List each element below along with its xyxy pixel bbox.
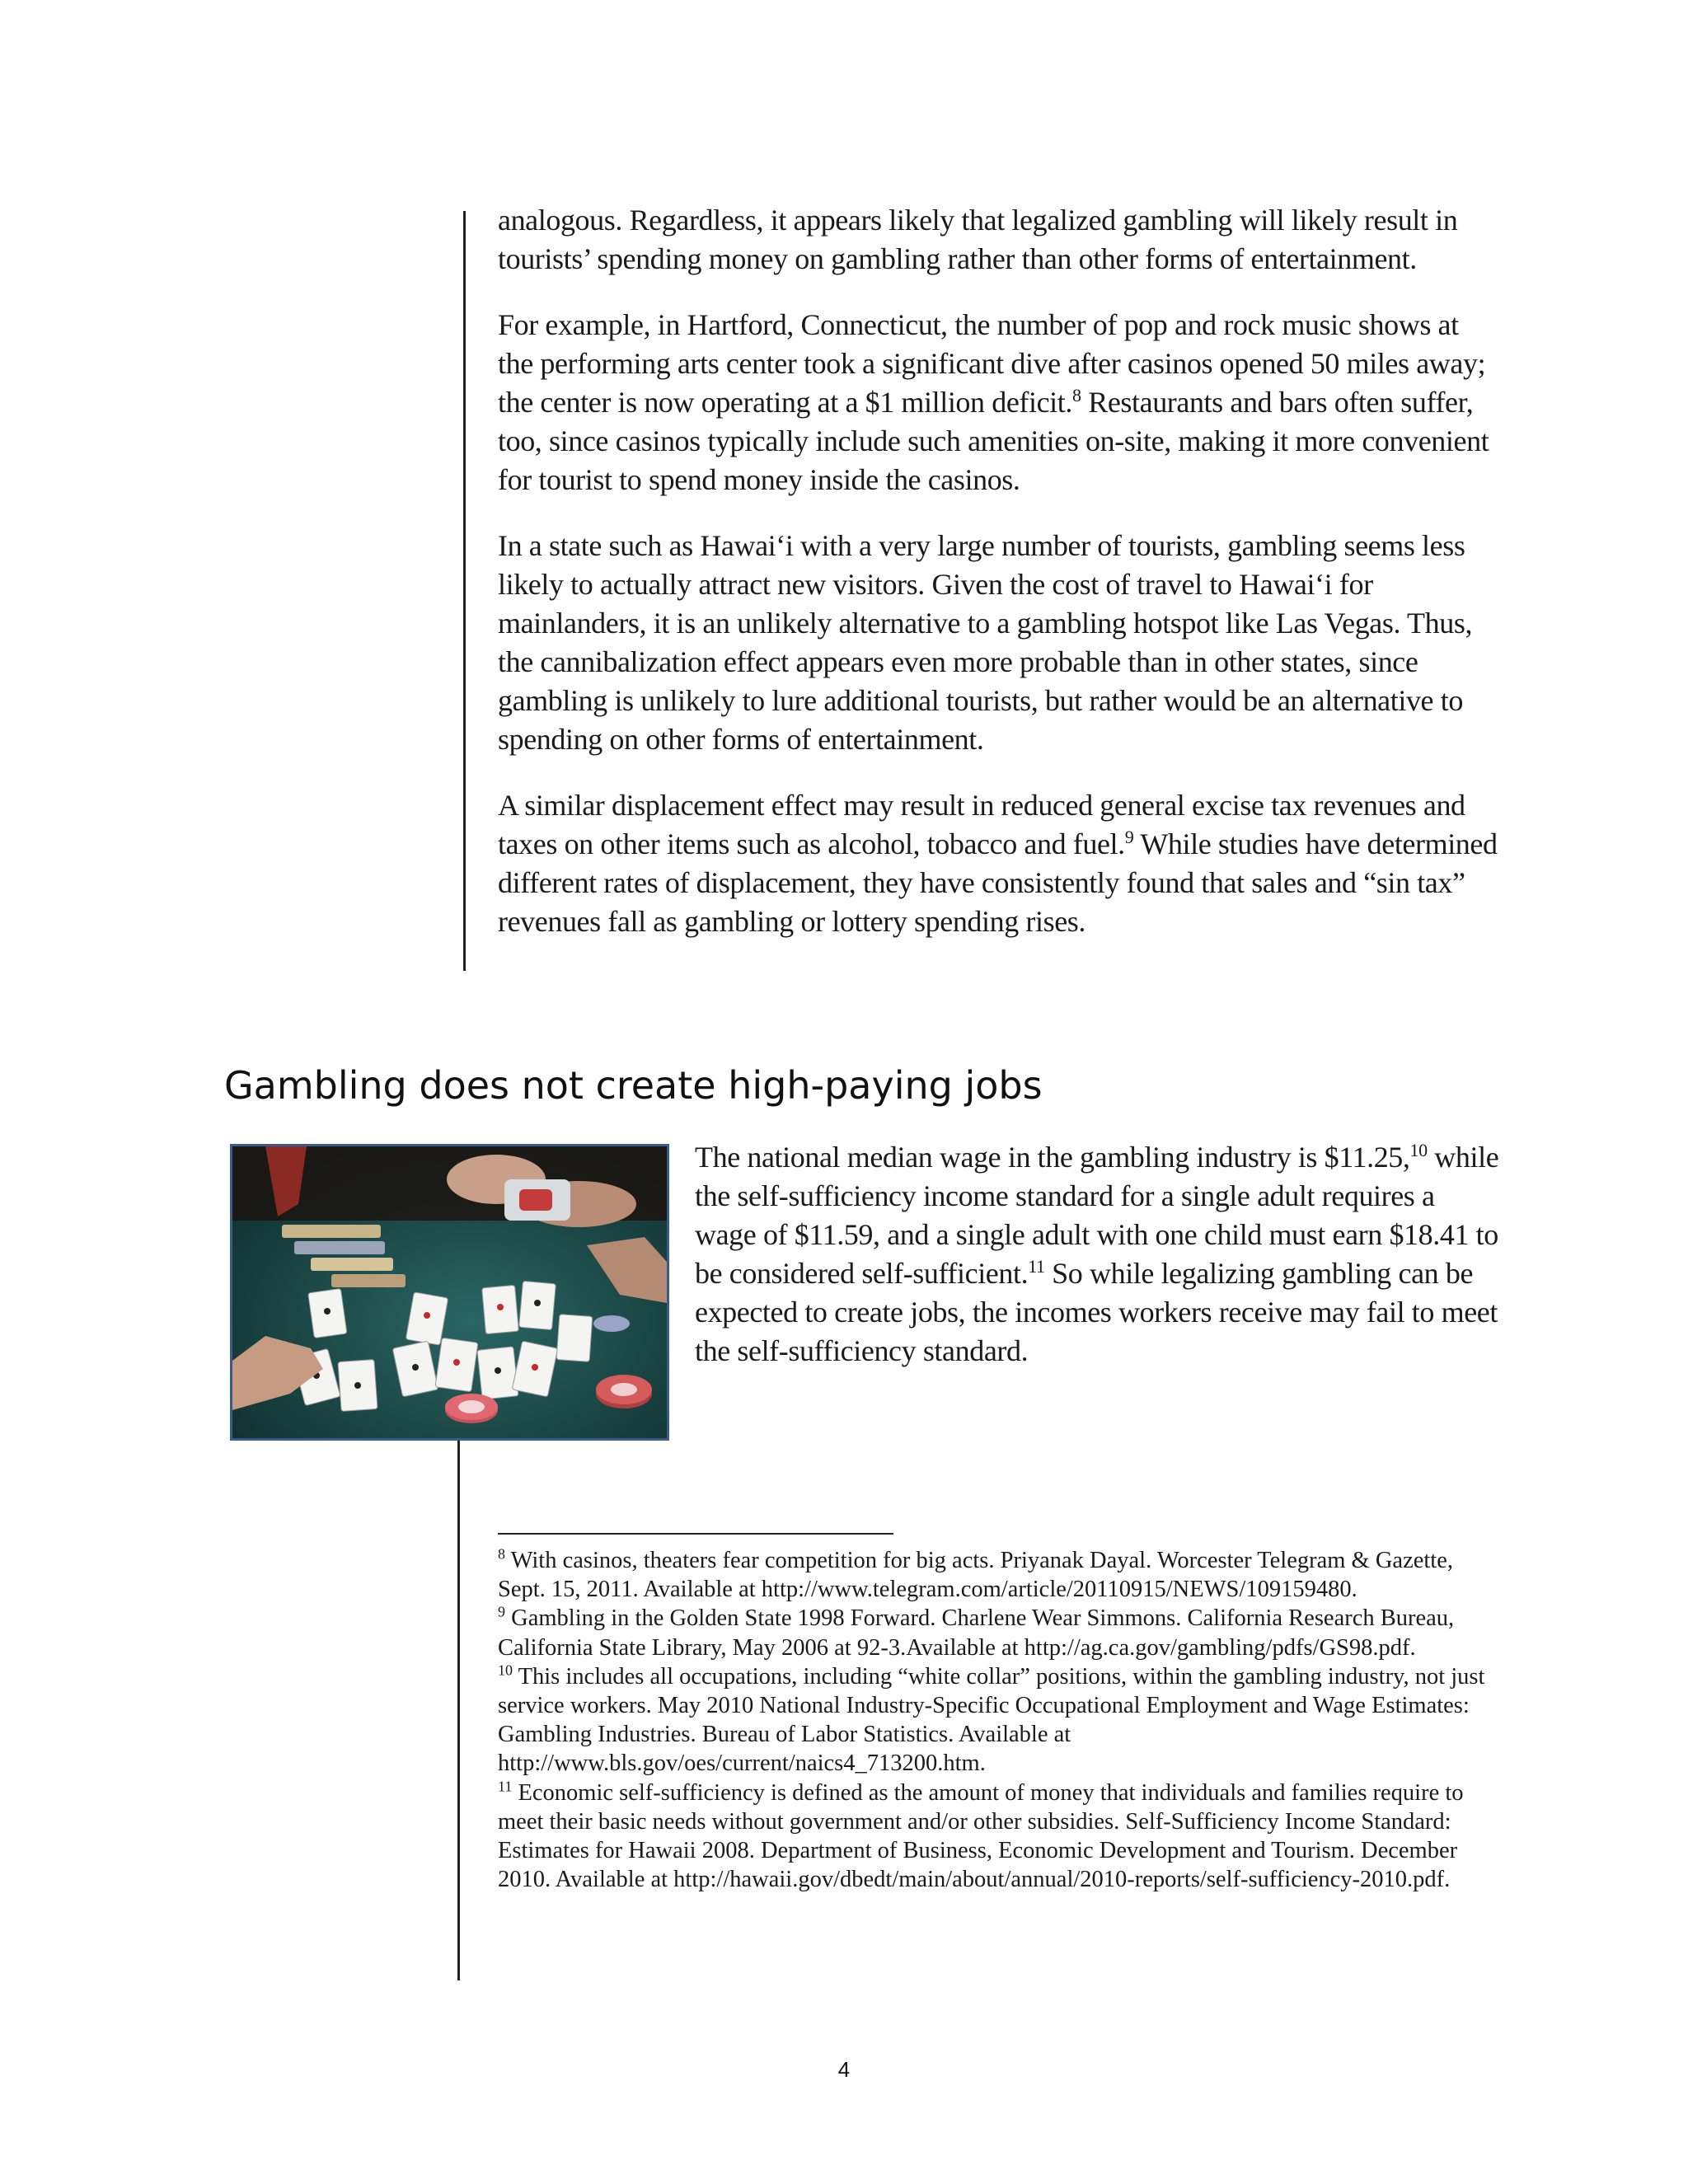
casino-photo-illustration (232, 1146, 667, 1438)
top-text-block (498, 201, 1499, 968)
margin-bar-bottom (457, 1441, 460, 1980)
margin-bar-top (463, 211, 466, 971)
section-paragraph: The national median wage in the gambling industry is $11.25,10 while the self-sufficiency income standard for a single adult requires a wage of $11.59, and a single adult with one child must earn $18.41 to be considered self-sufficient.$^{11}$ So while legalizing gambling can be expected to create jobs, the incomes workers receive may fail to meet the self-sufficiency standard. (695, 1140, 1499, 1367)
footnote-ref-8[interactable]: 8 (1072, 385, 1081, 405)
footnote-8: $^8$ With casinos, theaters fear competition for big acts. Priyanak Dayal. Worcester Telegram & Gazette, Sept. 15, 2011. Available at http://www.telegram.com/article/20110915/NEWS/109159480. (498, 1545, 1453, 1603)
page-number: 4 (837, 2057, 851, 2082)
paragraph-1: analogous. Regardless, it appears likely that legalized gambling will likely result in tourists’ spending money on gambling rather than other forms of entertainment. (498, 204, 1458, 275)
paragraph-3: In a state such as Hawai‘i with a very large number of tourists, gambling seems less likely to actually attract new visitors. Given the cost of travel to Hawai‘i for mainlanders, it is an unlikely alternative to a gambling hotspot like Las Vegas. Thus, the cannibalization effect appears even more probable than in other states, since gambling is unlikely to lure additional tourists, but rather would be an alternative to spending on other forms of entertainment. (498, 529, 1473, 756)
paragraph-2: For example, in Hartford, Connecticut, the number of pop and rock music shows at the performing arts center took a significant dive after casinos opened 50 miles away; the center is now operating at a $1 million deficit.$^8$ Restaurants and bars often suffer, too, since casinos typically include such amenities on-site, making it more convenient for tourist to spend money inside the casinos. (498, 308, 1489, 496)
footnote-10: $^{10}$ This includes all occupations, including “white collar” positions, within the gambling industry, not just service workers. May 2010 National Industry-Specific Occupational Employment and Wage Estimates: Gambling Industries. Bureau of Labor Statistics. Available at http://www.bls.gov/oes/current/naics4_713200.htm. (498, 1661, 1485, 1777)
paragraph-4: A similar displacement effect may result in reduced general excise tax revenues and taxes on other items such as alcohol, tobacco and fuel.$^9$ While studies have determined different rates of displacement, they have consistently found that sales and “sin tax” revenues fall as gambling or lottery spending rises. (498, 789, 1498, 938)
section-heading: Gambling does not create high-paying jobs (224, 1063, 1043, 1108)
footnote-ref-10[interactable]: 10 (1409, 1140, 1428, 1160)
footnotes (498, 1546, 1487, 1894)
footnote-9: $^9$ Gambling in the Golden State 1998 Forward. Charlene Wear Simmons. California Research Bureau, California State Library, May 2006 at 92-3.Available at http://ag.ca.gov/gambling/pdfs/GS98.pdf. (498, 1603, 1455, 1661)
casino-table-photo (230, 1144, 669, 1441)
footnote-ref-9[interactable]: 9 (1124, 827, 1134, 847)
section-text-block (695, 1138, 1503, 1398)
footnote-11: $^{11}$ Economic self-sufficiency is defined as the amount of money that individuals and families require to meet their basic needs without government and/or other subsidies. Self-Sufficiency Income Standard: Estimates for Hawaii 2008. Department of Business, Economic Development and Tourism. December 2010. Available at http://hawaii.gov/dbedt/main/about/annual/2010-reports/self-sufficiency-2010.pdf. (498, 1778, 1464, 1893)
footnote-ref-11[interactable]: 11 (1028, 1256, 1045, 1277)
footnote-separator (498, 1533, 893, 1535)
